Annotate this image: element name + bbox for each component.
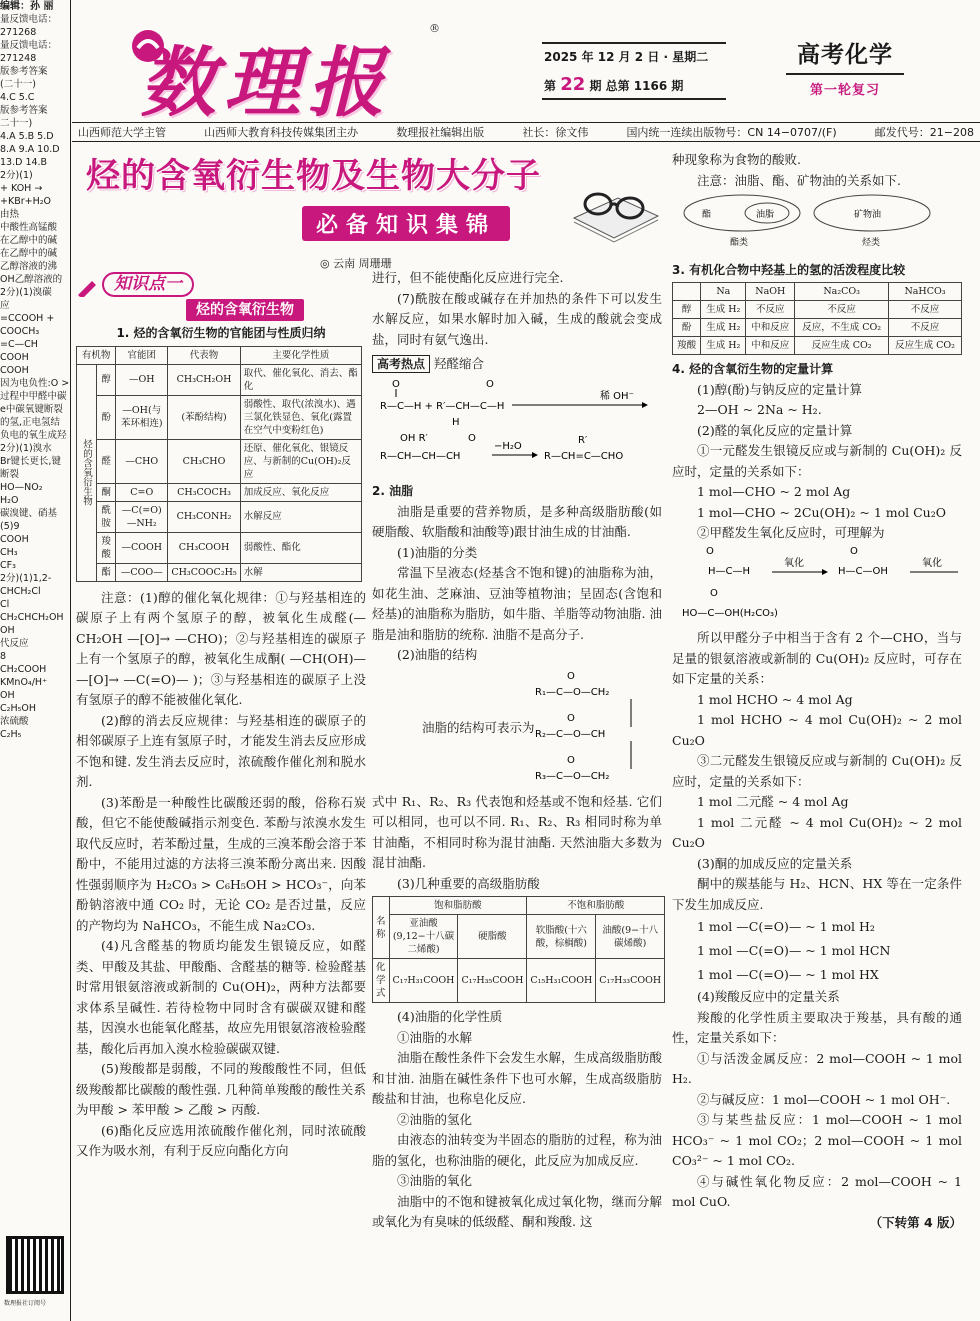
edition-subtitle: 第一轮复习 [809,83,880,98]
strip-line: (5)9 [0,521,20,532]
table-cell: 反应生成 CO₂ [795,337,889,355]
svg-text:−H₂O: −H₂O [494,440,522,452]
svg-text:酯类: 酯类 [730,238,749,248]
paragraph: (4)羧酸反应中的定量关系 [697,989,840,1004]
strip-line: 过程中甲醛中碳 [0,391,67,402]
table-cell: (苯酚结构) [168,395,240,439]
table-cell: 弱酸性、取代(浓溴水)、遇三氯化铁显色、氧化(露置在空气中变粉红色) [240,395,361,439]
table-row [77,563,362,581]
table-cell: 酰胺 [97,501,116,532]
svg-text:O: O [566,670,575,682]
strip-line: COOH [0,352,29,363]
strip-line: =CCOOH + [0,313,55,324]
svg-text:H—C—OH: H—C—OH [838,565,888,577]
strip-line: COOH [0,534,29,545]
strip-line: CH₂CHCH₂OH [0,612,64,623]
table-cell: 醇 [673,301,701,319]
strip-line: 在乙醇中的碱 [0,235,58,246]
table-header: NaOH [746,283,795,301]
table-cell: 加成反应、氧化反应 [240,483,361,501]
strip-line: COOH [0,365,29,376]
functional-group-table: 有机物 官能团 代表物 主要化学性质 烃的含氧衍生物 醇 —OH CH₃CH₂OH 取代、催化氧化、消去、酯化 酚 —OH(与苯环相连) (苯酚结构) 弱酸性、取代(浓溴水)、遇三氯化铁显色、氧化(露置在空气中变粉红色) 醛 —CHO CH₃CHO 还原、催化氧化、银镜反应、与新制的Cu(OH)₂反应 酮 C=O CH₃COCH₃ 加成反应、氧化反应 酰胺 —C(=O)—NH₂ CH₃CONH₂ 水解反应 羧酸 —COOH CH₃COOH 弱酸性、酯化 酯 —COO— CH₃COOC₂H₅ 水解 [76,346,362,582]
newspaper-title: 数理报 [140,38,392,127]
svg-text:H—C—H: H—C—H [708,565,751,577]
strip-line: CH₂COOH [0,664,47,675]
hydroxyl-reactivity-table [672,282,962,355]
info-item: 山西师大教育科技传媒集团主办 [204,126,359,139]
svg-text:稀 OH⁻: 稀 OH⁻ [600,390,634,402]
svg-text:O: O [710,587,718,599]
table-row [77,364,362,395]
paragraph: (4)凡含醛基的物质均能发生银镜反应，如醛类、甲酸及其盐、甲酸酯、含醛基的糖等. 检验醛基时常用银氨溶液或新制的 Cu(OH)₂，两种方法都要求体系呈碱性. 若待检物中同时含有碳碳双键和醛基，因溴水也能氧化醛基，故应先用银氨溶液检验醛基，酸化后再加入溴水检验碳碳双键. [76,938,366,1056]
strip-line: C₂H₅ [0,729,22,740]
strip-line: OH [0,625,15,636]
table-cell: 生成 H₂ [701,337,746,355]
strip-line: 由热 [0,209,20,220]
paragraph: 羧酸的化学性质主要取决于羧基，具有酸的通性，定量关系如下： [672,1009,962,1045]
table-row [77,501,362,532]
table-row [673,337,962,355]
strip-line: 量反馈电话： [0,40,58,51]
strip-line: +KBr+H₂O [0,196,52,207]
info-item: 国内统一连续出版物号：CN 14−0707/(F) [626,126,837,139]
table-cell: CH₃CONH₂ [168,501,240,532]
svg-text:R—CH—CH—CH: R—CH—CH—CH [380,450,461,462]
svg-text:烃类: 烃类 [862,238,881,248]
strip-line: Cl [0,599,10,610]
strip-line: 负电的氧生成羟 [0,430,67,441]
strip-line: 271248 [0,53,37,64]
book-glasses-icon [568,168,664,248]
strip-line: CHCH₂Cl [0,586,41,597]
table-cell: —COOH [116,532,168,563]
strip-line: 代反应 [0,638,29,649]
paragraph: (2)醇的消去反应规律：与羟基相连的碳原子的相邻碳原子上连有氢原子时，才能发生消去反应形成不饱和键. 发生消去反应时，浓硫酸作催化剂和脱水剂. [76,712,366,789]
paragraph: 1 mol 二元醛 ~ 4 mol Ag [697,794,849,809]
subheadline: 必备知识集锦 [302,206,562,242]
table-cell: 取代、催化氧化、消去、酯化 [240,364,361,395]
paragraph: (1)醇(酚)与钠反应的定量计算 [697,381,862,397]
table-cell: 生成 H₂ [701,301,746,319]
table-cell: 弱酸性、酯化 [240,532,361,563]
table-cell: 不反应 [746,301,795,319]
paragraph: (6)酯化反应选用浓硫酸作催化剂，同时浓硫酸又作为吸水剂，有利于反应向酯化方向 [76,1122,366,1158]
svg-text:R₁—C—O—CH₂: R₁—C—O—CH₂ [534,686,609,698]
strip-line: 8.A 9.A 10.D [0,144,60,155]
svg-text:酯: 酯 [702,210,712,220]
table-cell: CH₃CH₂OH [168,364,240,395]
table-cell: —OH(与苯环相连) [116,395,168,439]
ester-oil-venn-diagram [672,191,962,253]
svg-text:OH R′: OH R′ [400,432,428,444]
strip-line: 中酸性高锰酸 [0,222,58,233]
issue-number: 22 [560,74,586,95]
strip-line: 2分)(1)溴碳 [0,287,52,298]
table-row [77,483,362,501]
table-cell: —CHO [116,439,168,483]
paragraph: 2—OH ~ 2Na ~ H₂. [697,402,822,417]
table-cell: 中和反应 [746,319,795,337]
issue-number-line: 第 22 期 总第 1166 期 [544,74,684,95]
strip-line: e中碳氧键断裂 [0,404,63,415]
table-header: Na₂CO₃ [795,283,889,301]
paragraph: (2)醛的氧化反应的定量计算 [697,422,853,438]
section-1-title: 1. 烃的含氧衍生物的官能团与性质归纳 [116,326,326,340]
strip-line: =C—CH [0,339,38,350]
table-header: NaHCO₃ [889,283,962,301]
registered-mark: ® [429,22,440,35]
strip-line: H₂O [0,495,19,506]
strip-line: 编辑：孙 丽 [0,1,54,12]
table-cell: —OH [116,364,168,395]
column-3: 种现象称为食物的酸败. 注意：油脂、酯、矿物油的关系如下. 酯 油脂 矿物油 酯类 烃类 3. 有机化合物中羟基上的氢的活泼程度比较 Na NaOH Na₂CO₃ NaHCO₃ 醇 生成 H₂ 不反应 不反应 不反应 酚 生成 H₂ 中和反应 反应，不生成 CO₂ 不反应 羧酸 生成 H₂ 中和反应 反应生成 CO₂ 反应生成 CO₂ 4. 烃的含氧衍生物的定量计算 (1)醇(酚)与钠反应的定量计算 2—OH ~ 2Na ~ H₂. (2)醛的氧化反应的定量计算 ①一元醛发生银镜反应或与新制的 Cu(OH)₂ 反应时，定量的关系如下： 1 mol—CHO ~ 2 mol Ag 1 mol—CHO ~ 2Cu(OH)₂ ~ 1 mol Cu₂O ②甲醛发生氧化反应时，可理解为 O H—C—H 氧化 O H—C—OH 氧化 O HO—C—OH(H₂CO₃) 所以甲醛分子中相当于含有 2 个—CHO，当与足量的银氨溶液或新制的 Cu(OH)₂ 反应时，可存在如下定量的关系： 1 mol HCHO ~ 4 mol Ag 1 mol HCHO ~ 4 mol Cu(OH)₂ ~ 2 mol Cu₂O ③二元醛发生银镜反应或与新制的 Cu(OH)₂ 反应时，定量的关系如下： 1 mol 二元醛 ~ 4 mol Ag 1 mol 二元醛 ~ 4 mol Cu(OH)₂ ~ 2 mol Cu₂O (3)酮的加成反应的定量关系 酮中的羰基能与 H₂、HCN、HX 等在一定条件下发生加成反应. 1 mol —C(=O)— ~ 1 mol H₂ 1 mol —C(=O)— ~ 1 mol HCN 1 mol —C(=O)— ~ 1 mol HX (4)羧酸反应中的定量关系 羧酸的化学性质主要取决于羧基，具有酸的通性，定量关系如下： ①与活泼金属反应：2 mol—COOH ~ 1 mol H₂. ②与碱反应：1 mol—COOH ~ 1 mol OH⁻. ③与某些盐反应：1 mol—COOH ~ 1 mol HCO₃⁻ ~ 1 mol CO₂；2 mol—COOH ~ 1 mol CO₃²⁻ ~ 1 mol CO₂. ④与碱性氧化物反应：2 mol—COOH ~ 1 mol CuO. （下转第 4 版） [672,150,962,1233]
strip-line: C₂H₅OH [0,703,37,714]
svg-text:O: O [706,545,714,557]
aldol-condensation-equation [372,375,662,475]
paragraph: 所以甲醛分子中相当于含有 2 个—CHO，当与足量的银氨溶液或新制的 Cu(OH)₂ 反应时，可存在如下定量的关系： [672,630,962,686]
paragraph: 1 mol HCHO ~ 4 mol Cu(OH)₂ ~ 2 mol Cu₂O [672,712,962,748]
column-1 [76,272,366,1162]
table-cell: 醇 [97,364,116,395]
table-header: Na [701,283,746,301]
strip-line: + KOH → [0,183,43,194]
table-cell: 中和反应 [746,337,795,355]
strip-line: 2分)(1) [0,170,33,181]
table-cell: CH₃COOH [168,532,240,563]
table-cell: 不反应 [795,301,889,319]
table-cell: 羧酸 [673,337,701,355]
strip-line: Br键长更长,键 [0,456,61,467]
strip-line: 271268 [0,27,37,38]
strip-line: 浓硫酸 [0,716,29,727]
hot-topic-label: 高考热点 [372,355,430,373]
column-2: 进行，但不能使酯化反应进行完全. (7)酰胺在酸或碱存在并加热的条件下可以发生水解反应，如果水解时加入碱，生成的酸就会变成盐，同时有氨气逸出. 高考热点 羟醛缩合 O R—C—H + R′—CH—C—H H O 稀 OH⁻ OH R′ R—CH—CH—CH O −H₂O R—CH=C—CHO R′ 2. 油脂 油脂是重要的营养物质，是多种高级脂肪酸(如硬脂酸、软脂酸和油酸等)跟甘油生成的甘油酯. (1)油脂的分类 常温下呈液态(烃基含不饱和键)的油脂称为油，如花生油、芝麻油、豆油等植物油；呈固态(含饱和烃基)的油脂称为脂肪，如牛脂、羊脂等动物油脂. 油脂是油和脂肪的统称. 油脂不是高分子. (2)油脂的结构 油脂的结构可表示为 R₁—C—O—CH₂ O R₂—C—O—CH O R₃—C—O—CH₂ O 式中 R₁、R₂、R₃ 代表饱和烃基或不饱和烃基. 它们可以相同，也可以不同. R₁、R₂、R₃ 相同时称为单甘油酯，不相同时称为混甘油酯. 天然油脂大多数为混甘油酯. (3)几种重要的高级脂肪酸 名称 饱和脂肪酸 不饱和脂肪酸 亚油酸(9,12−十八碳二烯酸) 硬脂酸 软脂酸(十六酸，棕榈酸) 油酸(9−十八碳烯酸) 化学式 C₁₇H₃₁COOH C₁₇H₃₅COOH C₁₅H₃₁COOH C₁₇H₃₃COOH (4)油脂的化学性质 ①油脂的水解 油脂在酸性条件下会发生水解，生成高级脂肪酸和甘油. 油脂在碱性条件下也可水解，生成高级脂肪酸盐和甘油，也称皂化反应. ②油脂的氢化 由液态的油转变为半固态的脂肪的过程，称为油脂的氢化，也称油脂的硬化，此反应为加成反应. ③油脂的氧化 油脂中的不饱和键被氧化成过氧化物，继而分解或氧化为有臭味的低级醛、酮和羧酸. 这 [372,268,662,1233]
table-cell: 羧酸 [97,532,116,563]
paragraph: ②与碱反应：1 mol—COOH ~ 1 mol OH⁻. [697,1091,951,1107]
strip-line: 4.A 5.B 5.D [0,131,54,142]
strip-line: 碳溴键、硝基 [0,508,58,519]
strip-line: 二十一) [0,118,33,129]
table-cell: 酯 [97,563,116,581]
table-cell: 酚 [97,395,116,439]
strip-line: OH [0,690,15,701]
strip-line: 13.D 14.B [0,157,48,168]
strip-line: 2分)(1)溴水 [0,443,52,454]
info-item: 邮发代号：21−208 [874,126,974,139]
table-cell: CH₃CHO [168,439,240,483]
table-cell: 水解反应 [240,501,361,532]
section-2-title: 2. 油脂 [372,484,414,498]
info-item: 数理报社编辑出版 [396,126,485,139]
paragraph: 酮中的羰基能与 H₂、HCN、HX 等在一定条件下发生加成反应. [672,876,962,912]
table-cell: 反应，不生成 CO₂ [795,319,889,337]
edition-title: 高考化学 [797,41,893,68]
group-label: 烃的含氧衍生物 [77,364,97,581]
paragraph: ①一元醛发生银镜反应或与新制的 Cu(OH)₂ 反应时，定量的关系如下： [672,443,962,479]
issue-date: 2025 年 12 月 2 日 · 星期二 [544,50,709,64]
table-cell: C=O [116,483,168,501]
svg-text:氧化: 氧化 [784,557,804,569]
strip-line: 2分)(1)1,2- [0,573,52,584]
table-cell: 酚 [673,319,701,337]
svg-text:R—C—H + R′—CH—C—H: R—C—H + R′—CH—C—H [380,400,505,412]
strip-line: 4.C 5.C [0,92,35,103]
ketone-relation: 1 mol —C(=O)— ~ 1 mol HX [697,967,879,982]
date-box [542,42,726,100]
strip-line: 乙醇溶液的沸 [0,261,58,272]
svg-text:O: O [566,754,575,766]
paragraph: (5)羧酸都是弱酸，不同的羧酸酸性不同，但低级羧酸都比碳酸的酸性强. 几种简单羧酸的酸性关系为甲酸 > 苯甲酸 > 乙酸 > 丙酸. [76,1061,366,1117]
svg-text:氧化: 氧化 [922,557,942,569]
ketone-relation: 1 mol —C(=O)— ~ 1 mol H₂ [697,919,875,934]
svg-text:HO—C—OH(H₂CO₃): HO—C—OH(H₂CO₃) [682,607,778,619]
svg-text:R′: R′ [578,434,588,446]
svg-text:R—CH=C—CHO: R—CH=C—CHO [544,450,624,462]
continued-note: （下转第 4 版） [869,1214,962,1230]
paragraph: ③二元醛发生银镜反应或与新制的 Cu(OH)₂ 反应时，定量的关系如下： [672,753,962,789]
hot-topic: 羟醛缩合 [434,356,485,371]
table-row [77,395,362,439]
qr-caption: 数理报社订阅号 [4,1300,47,1307]
paragraph: ④与碱性氧化物反应：2 mol—COOH ~ 1 mol CuO. [672,1173,962,1209]
paragraph: (3)苯酚是一种酸性比碳酸还弱的酸，俗称石炭酸，但它不能使酸碱指示剂变色. 苯酚与浓溴水发生取代反应时，若苯酚过量，生成的三溴苯酚会溶于苯酚中，不能用过滤的方法将三溴苯酚分离出来. 因酸性强弱顺序为 H₂CO₃ > C₆H₅OH > HCO₃⁻，向苯酚钠溶液中通 CO₂ 时，无论 CO₂ 是否过量，反应的产物均为 NaHCO₃，不能生成 Na₂CO₃. [76,794,366,933]
paragraph: (3)酮的加成反应的定量关系 [697,855,853,871]
table-cell: 生成 H₂ [701,319,746,337]
strip-line: KMnO₄/H⁺ [0,677,48,688]
table-row [77,439,362,483]
author-byline: ◎ 云南 周珊珊 [320,257,392,270]
svg-text:O: O [486,378,494,390]
svg-text:油脂: 油脂 [756,210,775,220]
fatty-acid-table: 名称 饱和脂肪酸 不饱和脂肪酸 亚油酸(9,12−十八碳二烯酸) 硬脂酸 软脂酸(十六酸，棕榈酸) 油酸(9−十八碳烯酸) 化学式 C₁₇H₃₁COOH C₁₇H₃₅COOH C₁₅H₃₁COOH C₁₇H₃₃COOH [372,896,665,1003]
publisher-info-bar [72,122,980,142]
formaldehyde-oxidation-scheme [672,544,962,622]
strip-line: 应 [0,300,10,311]
section-4-title: 4. 烃的含氧衍生物的定量计算 [672,362,834,376]
svg-text:O: O [850,545,858,557]
svg-text:R₂—C—O—CH: R₂—C—O—CH [534,728,605,740]
table-header [673,283,701,301]
paragraph: 1 mol HCHO ~ 4 mol Ag [697,691,853,707]
table-cell: CH₃COCH₃ [168,483,240,501]
table-row [673,301,962,319]
paragraph: 1 mol 二元醛 ~ 4 mol Cu(OH)₂ ~ 2 mol Cu₂O [672,814,962,850]
svg-text:O: O [468,432,476,444]
table-cell: 不反应 [889,301,962,319]
previous-page-strip [0,0,71,1321]
info-item: 山西师范大学主管 [78,126,166,139]
info-item: 社长：徐文伟 [522,126,589,139]
table-cell: —C(=O)—NH₂ [116,501,168,532]
table-cell: CH₃COOC₂H₅ [168,563,240,581]
section-3-title: 3. 有机化合物中羟基上的氢的活泼程度比较 [672,262,906,277]
pen-icon [76,275,98,297]
table-cell: 醛 [97,439,116,483]
headline: 烃的含氧衍生物及生物大分子 [86,156,541,196]
strip-line: CH₃ [0,547,18,558]
triglyceride-structure [535,667,655,791]
strip-line: OH乙醇溶液的 [0,274,63,285]
knowledge-point-title: 烃的含氧衍生物 [186,299,304,322]
paragraph: 1 mol—CHO ~ 2 mol Ag [697,484,851,499]
svg-text:H: H [452,416,460,428]
paragraph: ③与某些盐反应：1 mol—COOH ~ 1 mol HCO₃⁻ ~ 1 mol CO₂；2 mol—COOH ~ 1 mol CO₃²⁻ ~ 1 mol CO₂. [672,1112,962,1168]
svg-text:R₃—C—O—CH₂: R₃—C—O—CH₂ [534,770,609,782]
table-cell: 酮 [97,483,116,501]
table-cell: 不反应 [889,319,962,337]
strip-line: 在乙醇中的碱 [0,248,58,259]
paragraph: ①与活泼金属反应：2 mol—COOH ~ 1 mol H₂. [672,1050,962,1086]
table-cell: 水解 [240,563,361,581]
edition-box [780,36,910,100]
strip-line: 量反馈电话： [0,14,58,25]
paragraph: ②甲醛发生氧化反应时，可理解为 [697,525,885,540]
table-row [77,532,362,563]
strip-line: 版参考答案 [0,105,48,116]
svg-text:矿物油: 矿物油 [854,210,882,220]
strip-line: 8 [0,651,7,662]
svg-text:O: O [566,712,575,724]
ketone-relation: 1 mol —C(=O)— ~ 1 mol HCN [697,943,891,958]
strip-line: CF₃ [0,560,16,571]
table-cell: 还原、催化氧化、银镜反应、与新制的Cu(OH)₂反应 [240,439,361,483]
newspaper-logo [128,18,440,127]
strip-line: 的氢,正电氢结 [0,417,61,428]
table-row [673,319,962,337]
strip-line: 版参考答案 [0,66,48,77]
table-cell: 反应生成 CO₂ [889,337,962,355]
strip-line: 因为电负性:O > [0,378,70,389]
paragraph: 注意：(1)醇的催化氧化规律：①与羟基相连的碳原子上有两个氢原子的醇，被氧化生成醛(—CH₂OH —[O]→ —CHO)；②与羟基相连的碳原子上有一个氢原子的醇，被氧化生成酮( —CH(OH)— —[O]→ —C(=O)— )；③与羟基相连的碳原子上没有氢原子的醇不能被催化氧化. [76,589,366,707]
table-cell: —COO— [116,563,168,581]
knowledge-point-label: 知识点一 [102,272,194,297]
strip-line: HO—NO₂ [0,482,43,493]
strip-line: (二十一) [0,79,36,90]
paragraph: 1 mol—CHO ~ 2Cu(OH)₂ ~ 1 mol Cu₂O [697,504,946,520]
strip-line: COOCH₃ [0,326,40,337]
qr-code [6,1236,64,1294]
svg-text:O: O [392,378,400,390]
strip-line: 断裂 [0,469,20,480]
